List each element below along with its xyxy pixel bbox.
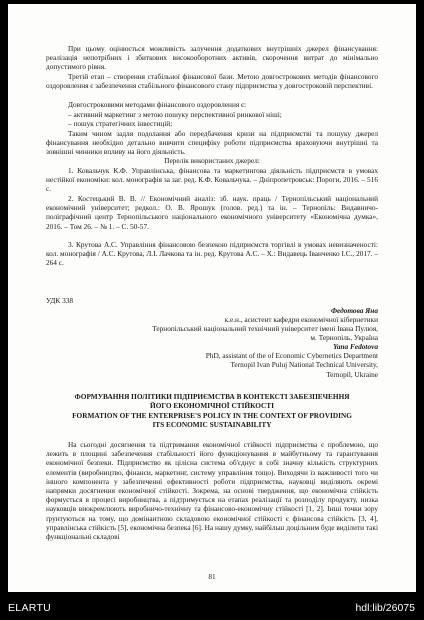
author-university-ua: Тернопільський національний технічний університет імені Івана Пулюя, [152, 324, 378, 333]
footer-bar [0, 596, 424, 618]
reference-item-3: 3. Крутова А.С. Управління фінансовою безпекою підприємств торгівлі в умовах невизначеності: кол. монографія / А.С. Крутова, Л.І. Лачкова та ін. ред. Крутова А.С. – Х.: Видавець Іванченко І.С., 2017. – 264 с. [46, 240, 378, 268]
title-en-line2: ITS ECONOMIC SUSTAINABILITY [152, 420, 272, 429]
udc-code: УДК 338 [46, 296, 74, 305]
author-city-ua: м. Тернопіль, Україна [310, 333, 378, 342]
page-number: 81 [208, 572, 216, 581]
title-en-line1: FORMATION OF THE ENTERPRISE'S POLICY IN THE CONTEXT OF PROVIDING [72, 411, 352, 420]
author-position-en: PhD, assistant of the of Economic Cybernetics Department [205, 351, 378, 360]
footer-repository-label: ELARTU [8, 602, 52, 614]
list-item-marketing: – активний маркетинг з метою пошуку перспективної ринкової ніші; [68, 109, 282, 119]
paragraph-internal-sources: При цьому оцінюється можливість залучення додаткових внутрішніх джерел фінансування: реалізація непотрібних і збиткових високооборотних активів, скорочення витрат до мінімально допустимого рівня. [46, 44, 378, 72]
list-item-investments: – пошук стратегічних інвестицій; [68, 119, 173, 128]
author-name-en: Yana Fedotova [333, 342, 378, 351]
author-university-en: Ternopil Ivan Puluj National Technical University, [230, 360, 378, 369]
paragraph-conclusion: Таким чином задля подолання або передбачення кризи на підприємстві та пошуку джерел фінансування необхідно детально вивчити специфіку роботи підприємства враховуючи внутрішні та зовнішні чинники впливу на його діяльність. [46, 128, 378, 156]
reference-item-2: 2. Костецький В. В. // Економічний аналіз: зб. наук. праць / Тернопільський національний економічний університет; редкол.: О. В. Ярошук (голов. ред.) та ін. – Тернопіль: Видавничо-поліграфічний центр Тернопільського національного економічного університету «Економічна думка», 2016. – Том 26. – № 1. – С. 50-57. [46, 194, 378, 231]
footer-handle: hdl:lib/26075 [355, 602, 415, 614]
document-page [8, 4, 416, 592]
paragraph-third-stage: Третій етап – створення стабільної фінансової бази. Метою довгострокових методів фінансового оздоровлення є забезпечення стабільного фінансового стану підприємства у довгостроковій перспективі. [46, 72, 378, 91]
title-ua-line2: ЙОГО ЕКОНОМІЧНОЇ СТІЙКОСТІ [150, 401, 274, 410]
author-city-en: Ternopil, Ukraine [326, 370, 378, 379]
author-name-ua: Федотова Яна [330, 306, 378, 315]
body-paragraph: На сьогодні досягнення та підтримання економічної стійкості підприємства є проблемою, що лежить в площині забезпечення стабільності його функціонування в майбутньому та гарантування економічної безпеки. Підприємство як цілісна система об'єднує в собі значну кількість структурних елементів (виробництво, фінанси, маркетинг, систему управління тощо). Виходячи із важливості того чи іншого компонента у забезпеченні ефективності роботи підприємства, науковці виділяють окремі напрямки досягнення економічної стійкості. Зокрема, на основі твердження, що економічна стійкість формується в процесі виробництва, а підтримується на етапах реалізації та розподілу продукту, низка науковців виокремлюють виробничо-технічну та фінансово-економічну стійкості [1, 2]. Інші точки зору ґрунтуються на тому, що домінантною складовою економічної стійкості є фінансова стійкість [3, 4], управлінська стійкість [5], економічна безпека [6]. На нашу думку, найбільш доцільним буде виділити такі функціональні складові [46, 440, 378, 542]
author-position-ua: к.е.н., асистент кафедри економічної кібернетики [224, 315, 378, 324]
title-ua-line1: ФОРМУВАННЯ ПОЛІТИКИ ПІДПРИЄМСТВА В КОНТЕКСТІ ЗАБЕЗПЕЧЕННЯ [74, 392, 350, 401]
reference-item-1: 1. Ковальчук К.Ф. Управлінська, фінансова та маркетингова діяльність підприємств в умовах нестійкої економіки: кол. монографія за заг. ред. К.Ф. Ковальчука. – Дніпропетровськ: Пороги, 2016. – 516 с. [46, 166, 378, 194]
references-title: Перелік використаних джерел: [164, 156, 260, 165]
paragraph-long-term-methods: Довгостроковими методами фінансового оздоровлення є: [68, 100, 247, 109]
